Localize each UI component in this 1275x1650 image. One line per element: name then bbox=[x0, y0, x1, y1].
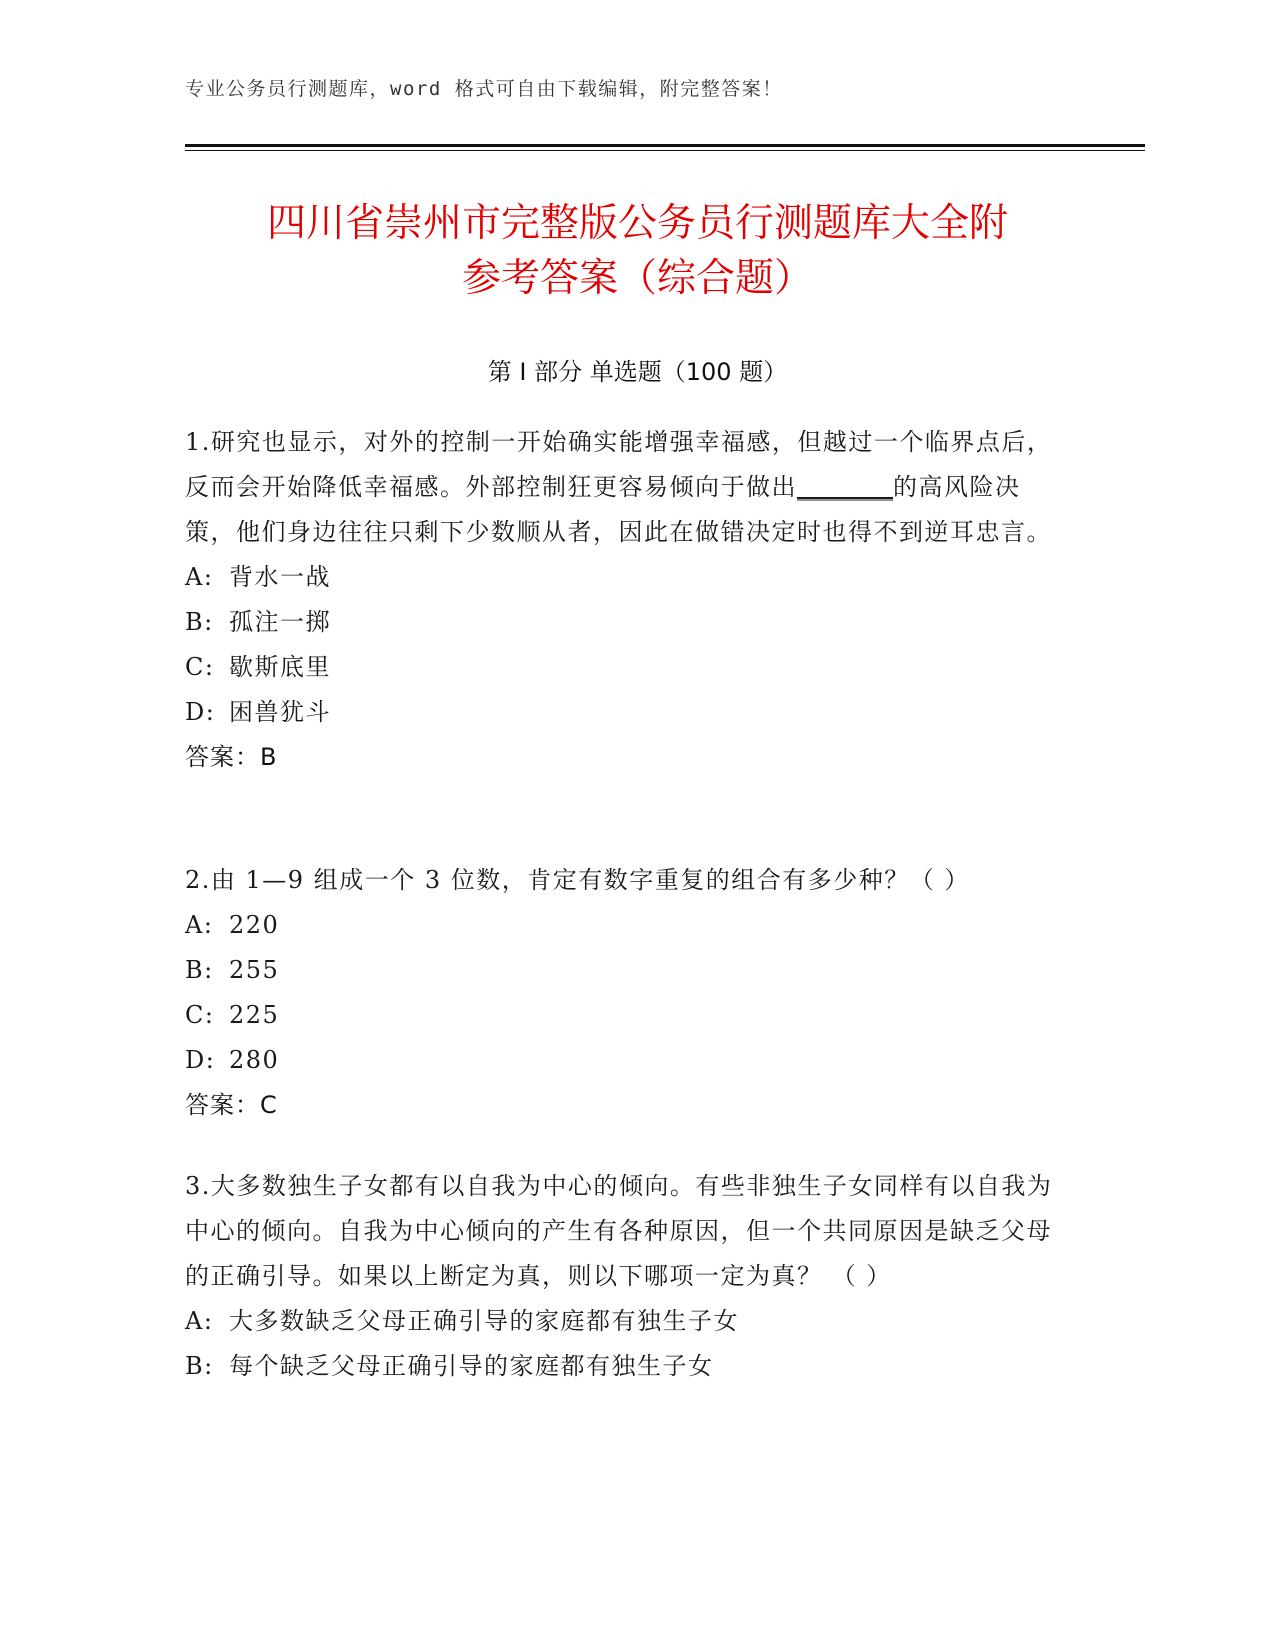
document-title bbox=[185, 196, 1090, 306]
option-text: 225 bbox=[229, 1001, 280, 1029]
option-letter: A: bbox=[185, 1307, 214, 1335]
option-a bbox=[185, 1299, 1065, 1344]
option-letter: D: bbox=[185, 1046, 216, 1074]
question-stem bbox=[185, 420, 1065, 555]
option-text: 歇斯底里 bbox=[229, 653, 331, 681]
option-letter: C: bbox=[185, 1001, 215, 1029]
question-stem-after-blank: 的高风险决策，他们身边往往只剩下少数顺从者，因此在做错决定时也得不到逆耳忠言。 bbox=[185, 473, 1052, 546]
option-b bbox=[185, 948, 1065, 993]
question-stem: 2.由 1—9 组成一个 3 位数，肯定有数字重复的组合有多少种？（ ） bbox=[185, 866, 970, 894]
option-text: 280 bbox=[229, 1046, 280, 1074]
document-title-line-2: 参考答案（综合题） bbox=[461, 256, 813, 301]
document-title-line-1: 四川省崇州市完整版公务员行测题库大全附 bbox=[266, 201, 1008, 246]
option-d bbox=[185, 690, 1065, 735]
option-text: 孤注一掷 bbox=[229, 608, 331, 636]
option-letter: C: bbox=[185, 653, 215, 681]
question-2 bbox=[185, 858, 1065, 1128]
answer-line: 答案：C bbox=[185, 1091, 278, 1119]
header-note: 专业公务员行测题库，word 格式可自由下载编辑，附完整答案！ bbox=[185, 78, 783, 100]
option-letter: B: bbox=[185, 956, 214, 984]
option-text: 困兽犹斗 bbox=[229, 698, 331, 726]
option-letter: A: bbox=[185, 911, 214, 939]
fill-in-blank: ________ bbox=[797, 473, 893, 501]
option-b bbox=[185, 1344, 1065, 1389]
option-text: 背水一战 bbox=[229, 563, 331, 591]
section-title: 第 I 部分 单选题（100 题） bbox=[487, 358, 788, 386]
header-rule-thin bbox=[185, 150, 1145, 151]
answer-line: 答案：B bbox=[185, 743, 278, 771]
option-text: 220 bbox=[229, 911, 280, 939]
option-text: 大多数缺乏父母正确引导的家庭都有独生子女 bbox=[229, 1307, 739, 1335]
option-text: 每个缺乏父母正确引导的家庭都有独生子女 bbox=[229, 1352, 714, 1380]
option-c bbox=[185, 993, 1065, 1038]
option-b bbox=[185, 600, 1065, 645]
option-letter: A: bbox=[185, 563, 214, 591]
option-c bbox=[185, 645, 1065, 690]
option-text: 255 bbox=[229, 956, 280, 984]
question-stem: 3.大多数独生子女都有以自我为中心的倾向。有些非独生子女同样有以自我为中心的倾向。自我为中心倾向的产生有各种原因，但一个共同原因是缺乏父母的正确引导。如果以上断定为真，则以下哪项一定为真？ （ ） bbox=[185, 1172, 1053, 1290]
option-d bbox=[185, 1038, 1065, 1083]
question-stem-before-blank: 1.研究也显示，对外的控制一开始确实能增强幸福感，但越过一个临界点后，反而会开始降低幸福感。外部控制狂更容易倾向于做出 bbox=[185, 428, 1053, 501]
option-a bbox=[185, 903, 1065, 948]
option-letter: B: bbox=[185, 608, 214, 636]
header-rule-thick bbox=[185, 144, 1145, 147]
option-a bbox=[185, 555, 1065, 600]
option-letter: D: bbox=[185, 698, 216, 726]
question-3 bbox=[185, 1164, 1065, 1389]
question-1 bbox=[185, 420, 1065, 780]
option-letter: B: bbox=[185, 1352, 214, 1380]
